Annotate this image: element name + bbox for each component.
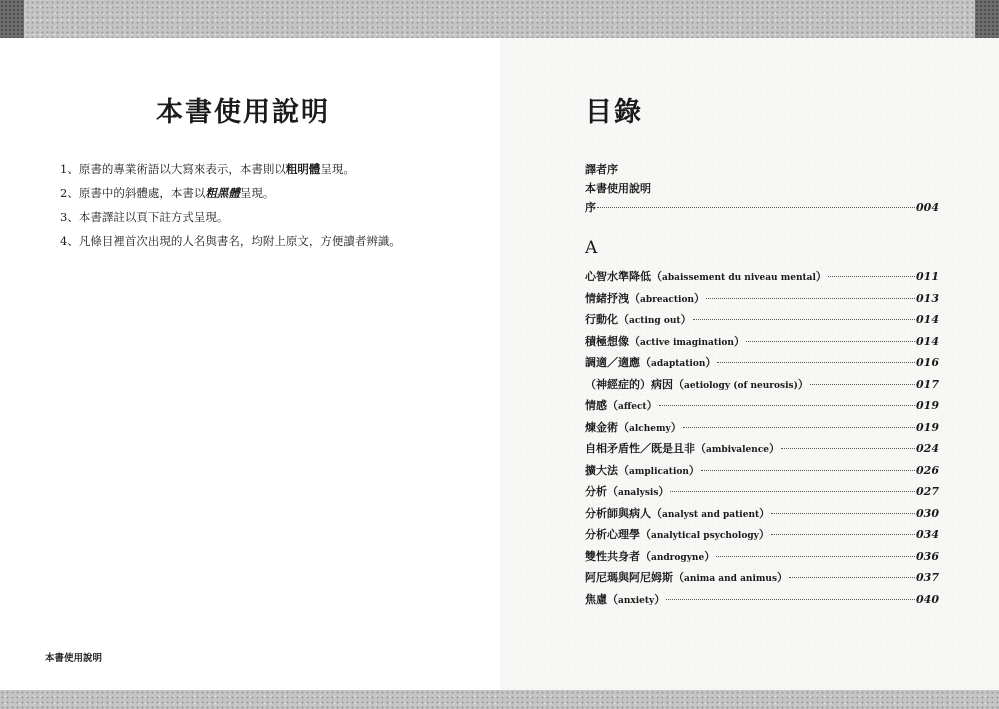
toc-entry-chinese: 分析師與病人 [585,506,651,520]
toc-entry[interactable] [585,377,939,399]
close-paren: ） [704,549,716,563]
leader-dots [828,276,915,277]
open-paren: （ [607,399,618,412]
page-footer-label: 本書使用說明 [45,653,103,664]
leader-dots [716,556,915,557]
usage-item-text: 本書譯註以頁下註方式呈現。 [78,210,229,224]
toc-entry-chinese: 阿尼瑪與阿尼姆斯 [585,571,673,584]
toc-entry-chinese: 焦慮 [585,592,607,606]
toc-section-letter: A [585,238,598,258]
leader-dots [771,534,915,535]
bottom-texture-strip [0,690,999,709]
open-paren: （ [607,485,618,498]
leader-dots [781,448,915,449]
page-title-usage: 本書使用說明 [156,97,330,128]
toc-entry-chinese: 調適／適應 [585,356,640,369]
close-paren: ） [769,442,781,455]
toc-page-number: 017 [916,377,939,391]
toc-page-number: 040 [916,592,939,606]
open-paren: （ [618,420,629,434]
toc-page-number: 019 [916,399,939,412]
toc-entry[interactable] [585,334,939,356]
toc-page-number: 036 [916,549,939,563]
close-paren: ） [646,399,658,412]
toc-entry-english: analysis [618,488,659,498]
close-paren: ） [758,528,770,541]
toc-entry[interactable] [585,484,939,506]
toc-entry[interactable] [585,592,939,614]
open-paren: （ [640,356,651,369]
open-paren: （ [618,463,629,477]
usage-item [60,162,401,186]
toc-entry-label: 本書使用說明 [585,182,651,195]
toc-page-number: 014 [916,313,939,326]
toc-front-matter [585,162,939,219]
toc-page-number: 024 [916,442,939,455]
usage-item-number: 4、 [60,234,79,248]
leader-dots [706,298,915,299]
close-paren: ） [733,334,745,348]
usage-item-text: 原書的專業術語以大寫來表示，本書則以 [78,162,286,176]
toc-entry-english: anima and animus [684,574,778,584]
toc-entry-chinese: 自相矛盾性／既是且非 [585,442,695,455]
close-paren: ） [688,463,700,477]
toc-entry-english: active imagination [640,337,734,348]
close-paren: ） [654,592,666,606]
close-paren: ） [705,356,717,369]
open-paren: （ [640,528,651,541]
toc-entry-chinese: 煉金術 [585,420,618,434]
toc-entry-english: alchemy [629,423,671,434]
toc-page-number: 019 [916,420,939,434]
leader-dots [670,491,915,492]
close-paren: ） [658,485,670,498]
toc-entry-chinese: 行動化 [585,313,618,326]
toc-entry-chinese: 心智水準降低 [585,270,651,283]
top-left-corner-block [0,0,24,38]
toc-entry[interactable] [585,549,939,571]
open-paren: （ [640,549,651,563]
usage-item [60,186,401,210]
toc-entry[interactable] [585,506,939,528]
open-paren: （ [629,291,640,305]
toc-entry[interactable] [585,527,939,549]
usage-item-number: 3、 [60,210,79,224]
toc-entry-preface[interactable] [585,200,939,219]
toc-entry-chinese: 情感 [585,399,607,412]
toc-entry-english: affect [618,402,647,412]
toc-page-number: 011 [916,270,939,283]
toc-entry-chinese: 擴大法 [585,463,618,477]
leader-dots [810,384,915,385]
toc-entry-chinese: 雙性共身者 [585,549,640,563]
toc-entry[interactable] [585,355,939,377]
toc-entry-translator-preface[interactable] [585,162,939,181]
toc-page-number: 013 [916,291,939,305]
left-page [0,38,500,690]
toc-entry-english: anxiety [618,595,655,606]
open-paren: （ [629,334,640,348]
usage-item [60,234,401,258]
toc-entry[interactable] [585,570,939,592]
toc-entry[interactable] [585,398,939,420]
toc-entry[interactable] [585,312,939,334]
open-paren: （ [695,442,706,455]
top-right-corner-block [975,0,999,38]
leader-dots [693,319,915,320]
toc-entry-english: amplication [629,466,689,477]
toc-entry-label: 序 [585,201,596,214]
leader-dots [789,577,915,578]
toc-list [585,269,939,613]
close-paren: ） [815,270,827,283]
open-paren: （ [651,506,662,520]
usage-item-text-end: 呈現。 [239,186,275,200]
page-title-toc: 目錄 [585,97,643,128]
leader-dots [666,599,915,600]
open-paren: （ [673,571,684,584]
close-paren: ） [777,571,789,584]
toc-entry-english: aetiology (of neurosis) [684,380,798,391]
close-paren: ） [797,377,809,391]
leader-dots [771,513,915,514]
open-paren: （ [607,592,618,606]
leader-dots [701,470,915,471]
leader-dots [746,341,915,342]
toc-entry-english: abreaction [640,294,695,305]
toc-page-number: 014 [916,334,939,348]
toc-entry-chinese: 積極想像 [585,334,629,348]
toc-entry-chinese: 分析 [585,485,607,498]
open-paren: （ [618,313,629,326]
usage-list [60,162,401,258]
open-paren: （ [673,377,684,391]
toc-page-number: 034 [916,528,939,541]
toc-page-number: 016 [916,356,939,369]
usage-item [60,210,401,234]
top-texture-strip [0,0,999,38]
leader-dots [597,207,915,208]
toc-page-number: 037 [916,571,939,584]
toc-entry-chinese: 分析心理學 [585,528,640,541]
toc-entry[interactable] [585,291,939,313]
toc-entry-chinese: （神經症的）病因 [585,377,673,391]
usage-item-text-end: 呈現。 [320,162,355,176]
toc-entry-label: 譯者序 [585,163,618,176]
toc-page-number: 027 [916,485,939,498]
leader-dots [659,405,915,406]
leader-dots [717,362,915,363]
toc-entry-english: androgyne [651,552,705,563]
usage-item-number: 1、 [60,162,79,176]
toc-entry-english: ambivalence [706,445,770,455]
toc-entry[interactable] [585,463,939,485]
toc-entry-english: adaptation [651,359,706,369]
toc-entry-english: acting out [629,316,681,326]
leader-dots [683,427,915,428]
close-paren: ） [694,291,706,305]
toc-page-number: 030 [916,506,939,520]
toc-entry[interactable] [585,269,939,291]
usage-item-emphasis: 粗明體 [285,162,321,176]
usage-item-emphasis: 粗黑體 [205,186,240,200]
close-paren: ） [670,420,682,434]
toc-entry-usage[interactable] [585,181,939,200]
toc-entry[interactable] [585,420,939,442]
close-paren: ） [680,313,692,326]
toc-entry-english: analytical psychology [651,531,759,541]
toc-entry[interactable] [585,441,939,463]
right-page [500,38,999,690]
toc-entry-english: abaissement du niveau mental [662,273,816,283]
open-paren: （ [651,270,662,283]
toc-page-number: 004 [916,201,939,214]
usage-item-text: 原書中的斜體處，本書以 [78,186,206,200]
toc-entry-english: analyst and patient [662,509,760,520]
close-paren: ） [759,506,771,520]
toc-page-number: 026 [916,463,939,477]
usage-item-text: 凡條目裡首次出現的人名與書名，均附上原文，方便讀者辨識。 [78,234,401,248]
usage-item-number: 2、 [60,186,79,200]
toc-entry-chinese: 情緒抒洩 [585,291,629,305]
